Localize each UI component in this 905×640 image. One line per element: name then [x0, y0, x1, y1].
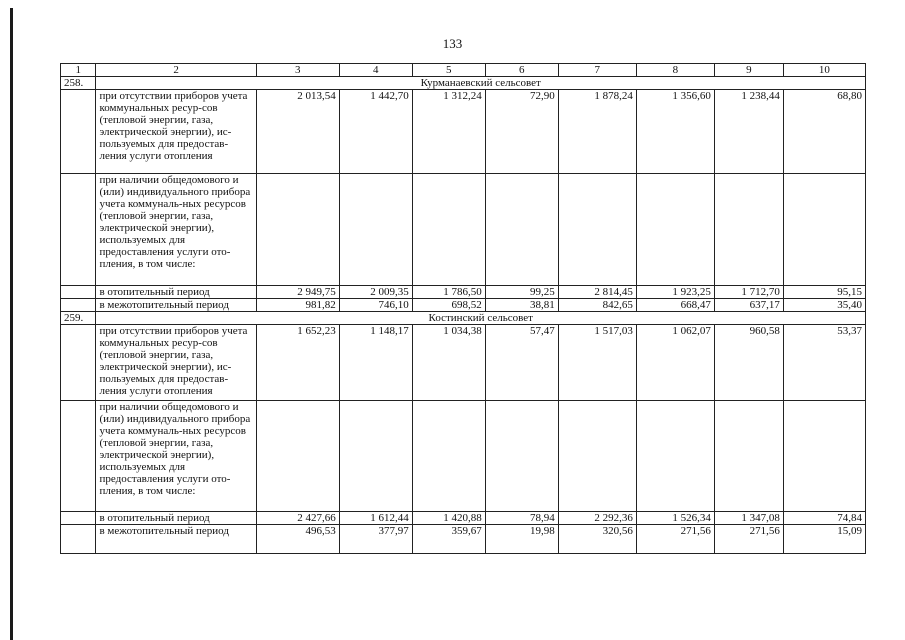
- value-cell: [558, 401, 636, 512]
- section-number: 258.: [61, 77, 96, 90]
- row-number-cell: [61, 299, 96, 312]
- value-cell: [714, 401, 783, 512]
- header-cell: 8: [636, 64, 714, 77]
- value-cell: 19,98: [485, 525, 558, 554]
- header-cell: 2: [96, 64, 256, 77]
- value-cell: 1 312,24: [412, 90, 485, 174]
- section-row: [61, 312, 866, 325]
- table-row: [61, 325, 866, 401]
- row-number-cell: [61, 401, 96, 512]
- value-cell: 38,81: [485, 299, 558, 312]
- value-cell: 15,09: [783, 525, 865, 554]
- page-number: 133: [442, 36, 463, 51]
- table-row: [61, 286, 866, 299]
- value-cell: [339, 401, 412, 512]
- value-cell: 1 238,44: [714, 90, 783, 174]
- row-number-cell: [61, 525, 96, 554]
- value-cell: [256, 401, 339, 512]
- table-row: [61, 401, 866, 512]
- table-row: [61, 299, 866, 312]
- value-cell: [783, 401, 865, 512]
- value-cell: 1 712,70: [714, 286, 783, 299]
- value-cell: 698,52: [412, 299, 485, 312]
- section-name: Костинский сельсовет: [96, 312, 866, 325]
- header-cell: 6: [485, 64, 558, 77]
- value-cell: 74,84: [783, 512, 865, 525]
- value-cell: [485, 174, 558, 286]
- header-cell: 3: [256, 64, 339, 77]
- value-cell: 377,97: [339, 525, 412, 554]
- header-cell: 1: [61, 64, 96, 77]
- value-cell: [558, 174, 636, 286]
- value-cell: 271,56: [636, 525, 714, 554]
- value-cell: 1 923,25: [636, 286, 714, 299]
- value-cell: 960,58: [714, 325, 783, 401]
- value-cell: 1 148,17: [339, 325, 412, 401]
- table-row: [61, 525, 866, 554]
- table-row: [61, 512, 866, 525]
- header-cell: 9: [714, 64, 783, 77]
- header-cell: 5: [412, 64, 485, 77]
- value-cell: 2 292,36: [558, 512, 636, 525]
- value-cell: 637,17: [714, 299, 783, 312]
- header-cell: 7: [558, 64, 636, 77]
- row-description: в межотопительный период: [96, 525, 256, 554]
- binding-edge: [10, 8, 13, 640]
- value-cell: 1 442,70: [339, 90, 412, 174]
- value-cell: 320,56: [558, 525, 636, 554]
- table-row: [61, 174, 866, 286]
- row-number-cell: [61, 174, 96, 286]
- value-cell: [783, 174, 865, 286]
- value-cell: 1 786,50: [412, 286, 485, 299]
- value-cell: 1 878,24: [558, 90, 636, 174]
- header-cell: 4: [339, 64, 412, 77]
- row-number-cell: [61, 325, 96, 401]
- value-cell: 1 420,88: [412, 512, 485, 525]
- value-cell: 496,53: [256, 525, 339, 554]
- value-cell: 53,37: [783, 325, 865, 401]
- value-cell: 95,15: [783, 286, 865, 299]
- value-cell: 2 949,75: [256, 286, 339, 299]
- value-cell: 2 814,45: [558, 286, 636, 299]
- value-cell: 72,90: [485, 90, 558, 174]
- value-cell: 271,56: [714, 525, 783, 554]
- value-cell: 1 062,07: [636, 325, 714, 401]
- value-cell: [485, 401, 558, 512]
- row-description: при наличии общедомового и (или) индивидуального прибора учета коммуналь-ных ресурсов (тепловой энергии, газа, электрической энергии), используемых для предоставления услуги ото-пления, в том числе:: [96, 174, 256, 286]
- value-cell: [412, 401, 485, 512]
- value-cell: 1 356,60: [636, 90, 714, 174]
- value-cell: 57,47: [485, 325, 558, 401]
- value-cell: 35,40: [783, 299, 865, 312]
- header-row: [61, 64, 866, 77]
- table-row: [61, 90, 866, 174]
- row-description: в межотопительный период: [96, 299, 256, 312]
- value-cell: 359,67: [412, 525, 485, 554]
- row-number-cell: [61, 286, 96, 299]
- row-number-cell: [61, 512, 96, 525]
- row-description: в отопительный период: [96, 286, 256, 299]
- section-row: [61, 77, 866, 90]
- value-cell: 668,47: [636, 299, 714, 312]
- value-cell: 99,25: [485, 286, 558, 299]
- value-cell: [636, 401, 714, 512]
- value-cell: [636, 174, 714, 286]
- value-cell: 2 013,54: [256, 90, 339, 174]
- value-cell: 78,94: [485, 512, 558, 525]
- value-cell: 1 517,03: [558, 325, 636, 401]
- row-description: в отопительный период: [96, 512, 256, 525]
- row-description: при наличии общедомового и (или) индивидуального прибора учета коммуналь-ных ресурсов (тепловой энергии, газа, электрической энергии), используемых для предоставления услуги ото-пления, в том числе:: [96, 401, 256, 512]
- value-cell: 746,10: [339, 299, 412, 312]
- value-cell: 1 526,34: [636, 512, 714, 525]
- value-cell: 1 612,44: [339, 512, 412, 525]
- value-cell: [339, 174, 412, 286]
- tariff-table: [60, 63, 866, 554]
- value-cell: 1 034,38: [412, 325, 485, 401]
- section-number: 259.: [61, 312, 96, 325]
- value-cell: 842,65: [558, 299, 636, 312]
- row-description: при отсутствии приборов учета коммунальных ресур-сов (тепловой энергии, газа, электрической энергии), ис-пользуемых для предостав-ления услуги отопления: [96, 90, 256, 174]
- value-cell: 1 347,08: [714, 512, 783, 525]
- value-cell: [256, 174, 339, 286]
- value-cell: [714, 174, 783, 286]
- row-number-cell: [61, 90, 96, 174]
- value-cell: 981,82: [256, 299, 339, 312]
- value-cell: [412, 174, 485, 286]
- value-cell: 1 652,23: [256, 325, 339, 401]
- section-name: Курманаевский сельсовет: [96, 77, 866, 90]
- row-description: при отсутствии приборов учета коммунальных ресур-сов (тепловой энергии, газа, электрической энергии), ис-пользуемых для предостав-ления услуги отопления: [96, 325, 256, 401]
- header-cell: 10: [783, 64, 865, 77]
- value-cell: 68,80: [783, 90, 865, 174]
- value-cell: 2 427,66: [256, 512, 339, 525]
- value-cell: 2 009,35: [339, 286, 412, 299]
